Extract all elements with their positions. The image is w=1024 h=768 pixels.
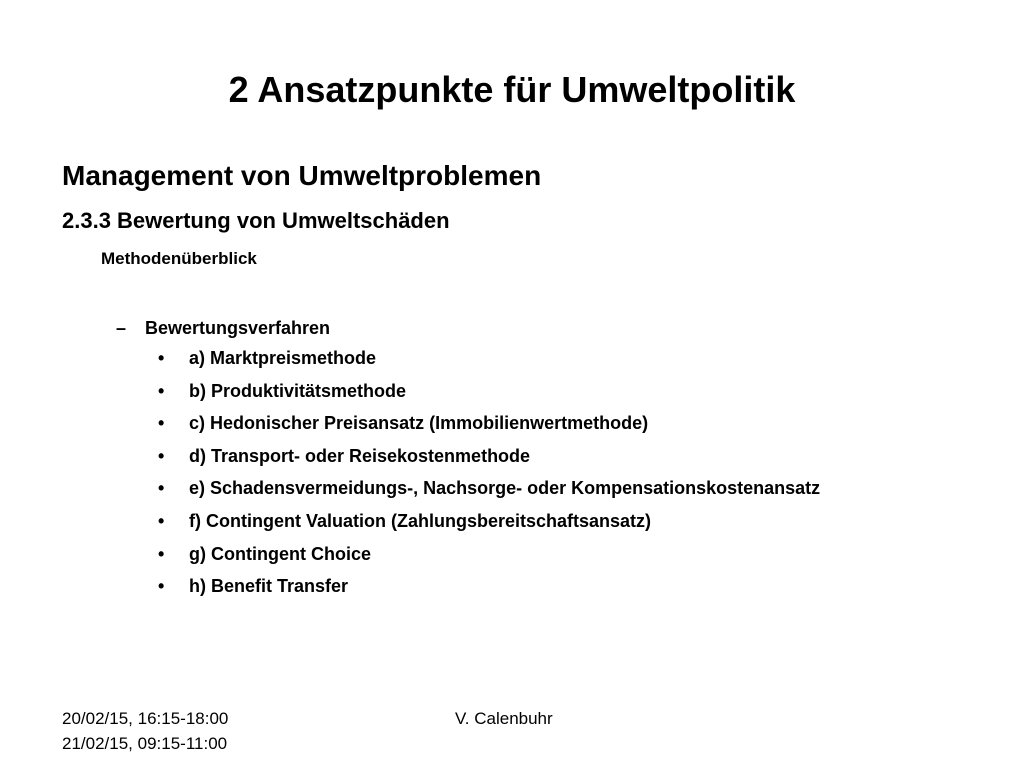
bullet-icon: • xyxy=(158,478,165,499)
bullet-icon: • xyxy=(158,413,165,434)
bullet-icon: • xyxy=(158,510,165,531)
subsection-heading: 2.3.3 Bewertung von Umweltschäden xyxy=(62,208,450,233)
dash-marker: – xyxy=(116,318,127,338)
category-label: Bewertungsverfahren xyxy=(145,318,331,338)
method-text: g) Contingent Choice xyxy=(189,543,371,564)
bullet-icon: • xyxy=(158,380,165,401)
bullet-icon: • xyxy=(158,543,165,564)
footer-date-line: 20/02/15, 16:15-18:00 xyxy=(62,709,229,728)
slide-title: 2 Ansatzpunkte für Umweltpolitik xyxy=(228,69,796,110)
bullet-icon: • xyxy=(158,576,165,597)
list-item xyxy=(158,410,918,436)
list-item xyxy=(158,573,918,599)
list-item xyxy=(158,541,918,567)
method-text: f) Contingent Valuation (Zahlungsbereitschaftsansatz) xyxy=(189,510,652,531)
footer-date xyxy=(62,706,228,756)
method-list xyxy=(158,345,918,606)
method-text: h) Benefit Transfer xyxy=(189,576,349,597)
method-text: d) Transport- oder Reisekostenmethode xyxy=(189,445,531,466)
list-item xyxy=(158,443,918,469)
topic-heading: Methodenüberblick xyxy=(101,249,257,268)
bullet-icon: • xyxy=(158,348,165,368)
method-text: e) Schadensvermeidungs-, Nachsorge- oder Kompensationskostenansatz xyxy=(189,478,821,499)
category-item xyxy=(116,315,330,341)
footer-author: V. Calenbuhr xyxy=(455,709,553,728)
bullet-icon: • xyxy=(158,445,165,466)
method-text: b) Produktivitätsmethode xyxy=(189,380,407,401)
list-item xyxy=(158,345,918,371)
footer-date-line: 21/02/15, 09:15-11:00 xyxy=(62,734,228,753)
list-item xyxy=(158,475,918,501)
method-text: c) Hedonischer Preisansatz (Immobilienwertmethode) xyxy=(189,413,649,434)
section-heading: Management von Umweltproblemen xyxy=(62,160,542,191)
list-item xyxy=(158,508,918,534)
method-text: a) Marktpreismethode xyxy=(189,348,377,368)
list-item xyxy=(158,378,918,404)
